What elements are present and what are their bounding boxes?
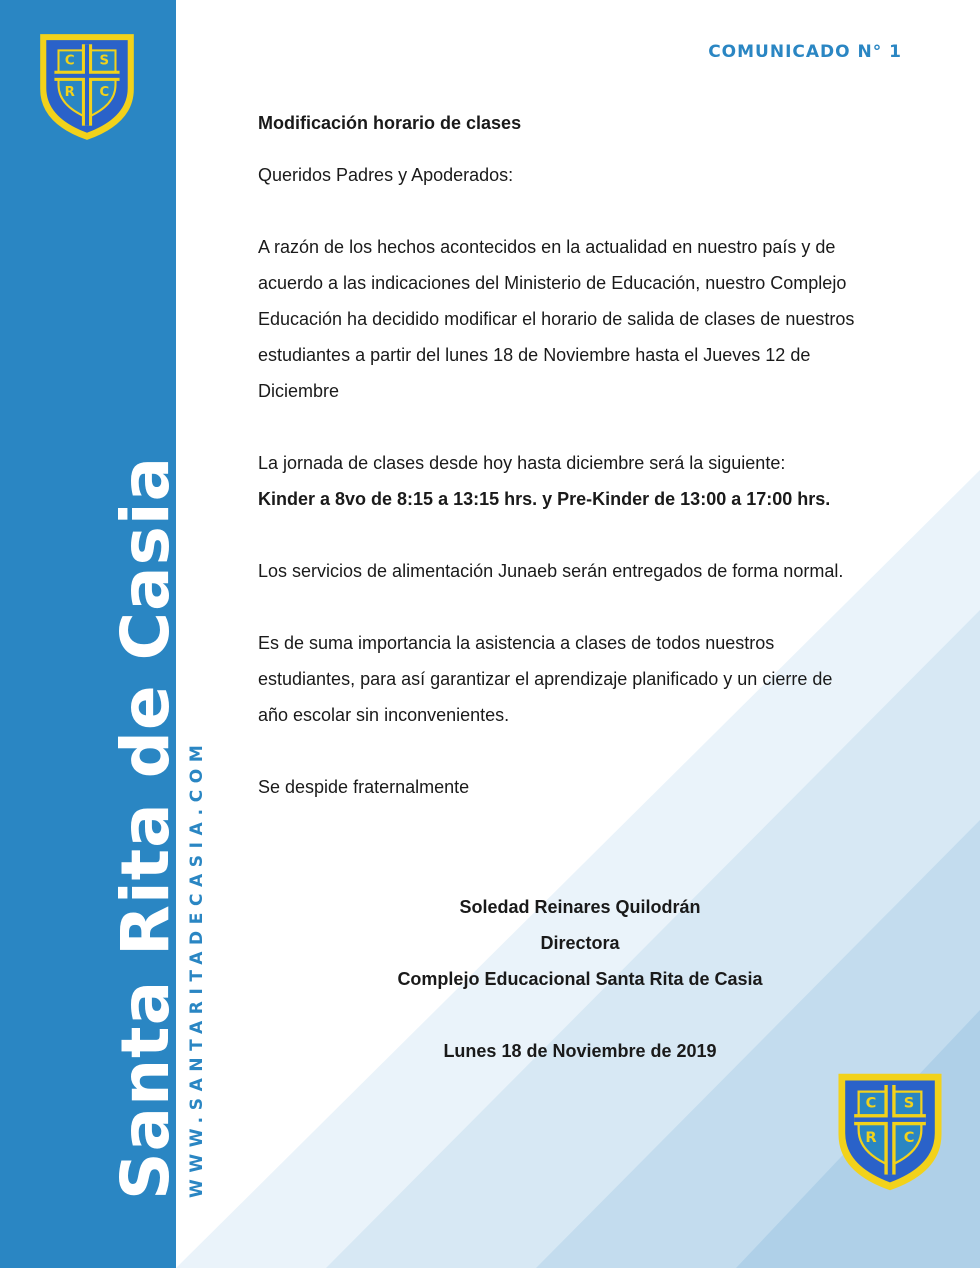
paragraph-line: acuerdo a las indicaciones del Ministerio de Educación, nuestro Complejo — [258, 273, 847, 293]
signature-role: Directora — [540, 933, 620, 953]
paragraph-line: A razón de los hechos acontecidos en la actualidad en nuestro país y de — [258, 237, 836, 257]
paragraph-line: estudiantes a partir del lunes 18 de Noviembre hasta el Jueves 12 de — [258, 345, 811, 365]
signature-name: Soledad Reinares Quilodrán — [459, 897, 701, 917]
schedule-detail: Kinder a 8vo de 8:15 a 13:15 hrs. y Pre-Kinder de 13:00 a 17:00 hrs. — [258, 489, 831, 509]
crest-letter: C — [903, 1129, 915, 1147]
paragraph-4 — [258, 625, 908, 733]
crest-letter: C — [64, 53, 75, 69]
crest-letter: C — [865, 1094, 877, 1112]
letter-title: Modificación horario de clases — [258, 113, 522, 133]
paragraph-1 — [258, 229, 908, 409]
crest-letter: C — [99, 85, 110, 101]
paragraph-line: estudiantes, para así garantizar el aprendizaje planificado y un cierre de — [258, 669, 833, 689]
comunicado-number: COMUNICADO N° 1 — [708, 42, 902, 62]
paragraph-line: año escolar sin inconvenientes. — [258, 705, 510, 725]
school-crest-logo — [834, 1068, 946, 1196]
letter-body — [258, 105, 908, 805]
closing: Se despide fraternalmente — [258, 777, 470, 797]
greeting: Queridos Padres y Apoderados: — [258, 165, 514, 185]
crest-letter: R — [865, 1129, 877, 1147]
signature-institution: Complejo Educacional Santa Rita de Casia — [397, 969, 763, 989]
paragraph-line: Educación ha decidido modificar el horario de salida de clases de nuestros — [258, 309, 855, 329]
school-crest-logo — [36, 30, 138, 144]
paragraph-line: Diciembre — [258, 381, 340, 401]
signature-block — [258, 889, 902, 1069]
food-service-notice: Los servicios de alimentación Junaeb serán entregados de forma normal. — [258, 561, 844, 581]
schedule-intro: La jornada de clases desde hoy hasta diciembre será la siguiente: — [258, 453, 786, 473]
crest-letter: R — [64, 85, 75, 101]
crest-letter: S — [903, 1094, 915, 1112]
crest-letter: S — [99, 53, 110, 69]
sidebar-school-name: Santa Rita de Casia — [107, 455, 184, 1200]
paragraph-line: Es de suma importancia la asistencia a clases de todos nuestros — [258, 633, 775, 653]
sidebar-website: WWW.SANTARITADECASIA.COM — [187, 738, 207, 1198]
letter-date: Lunes 18 de Noviembre de 2019 — [443, 1041, 717, 1061]
